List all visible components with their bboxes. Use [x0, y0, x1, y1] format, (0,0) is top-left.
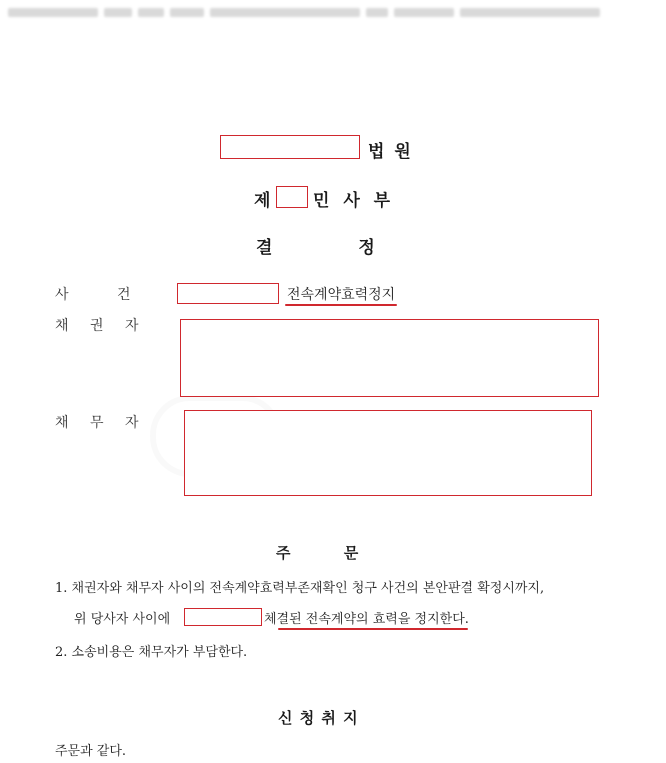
debtor-label: 채 무 자	[55, 415, 139, 431]
document-title-text: 결 정	[256, 238, 375, 258]
petition-heading: 신 청 취 지	[278, 709, 359, 727]
division-prefix: 제	[254, 191, 271, 211]
order-item-2: 2. 소송비용은 채무자가 부담한다.	[55, 645, 248, 660]
redacted-case-number	[177, 283, 279, 304]
division-suffix: 민 사 부	[313, 191, 395, 211]
creditor-label: 채 권 자	[55, 318, 139, 334]
redacted-creditor-block	[180, 319, 599, 397]
order-heading: 주 문	[276, 544, 359, 562]
case-label: 사 건	[55, 287, 131, 303]
order-underline	[278, 628, 468, 630]
case-underline	[285, 304, 397, 306]
redacted-debtor-block	[184, 410, 592, 496]
redacted-court-name	[220, 135, 360, 159]
order-item-1-line-2-prefix: 위 당사자 사이에	[74, 612, 171, 627]
order-item-1-line-1: 1. 채권자와 채무자 사이의 전속계약효력부존재확인 청구 사건의 본안판결 확정시까지,	[55, 581, 545, 596]
redacted-contract-date	[184, 608, 262, 626]
order-item-1-line-2-suffix: 체결된 전속계약의 효력을 정지한다.	[264, 612, 469, 627]
redacted-division-number	[276, 186, 308, 208]
case-value: 전속계약효력정지	[287, 287, 396, 303]
blurred-header-strip	[8, 2, 606, 14]
petition-text: 주문과 같다.	[55, 744, 127, 759]
court-suffix: 법 원	[368, 142, 413, 162]
document-title	[256, 233, 380, 258]
